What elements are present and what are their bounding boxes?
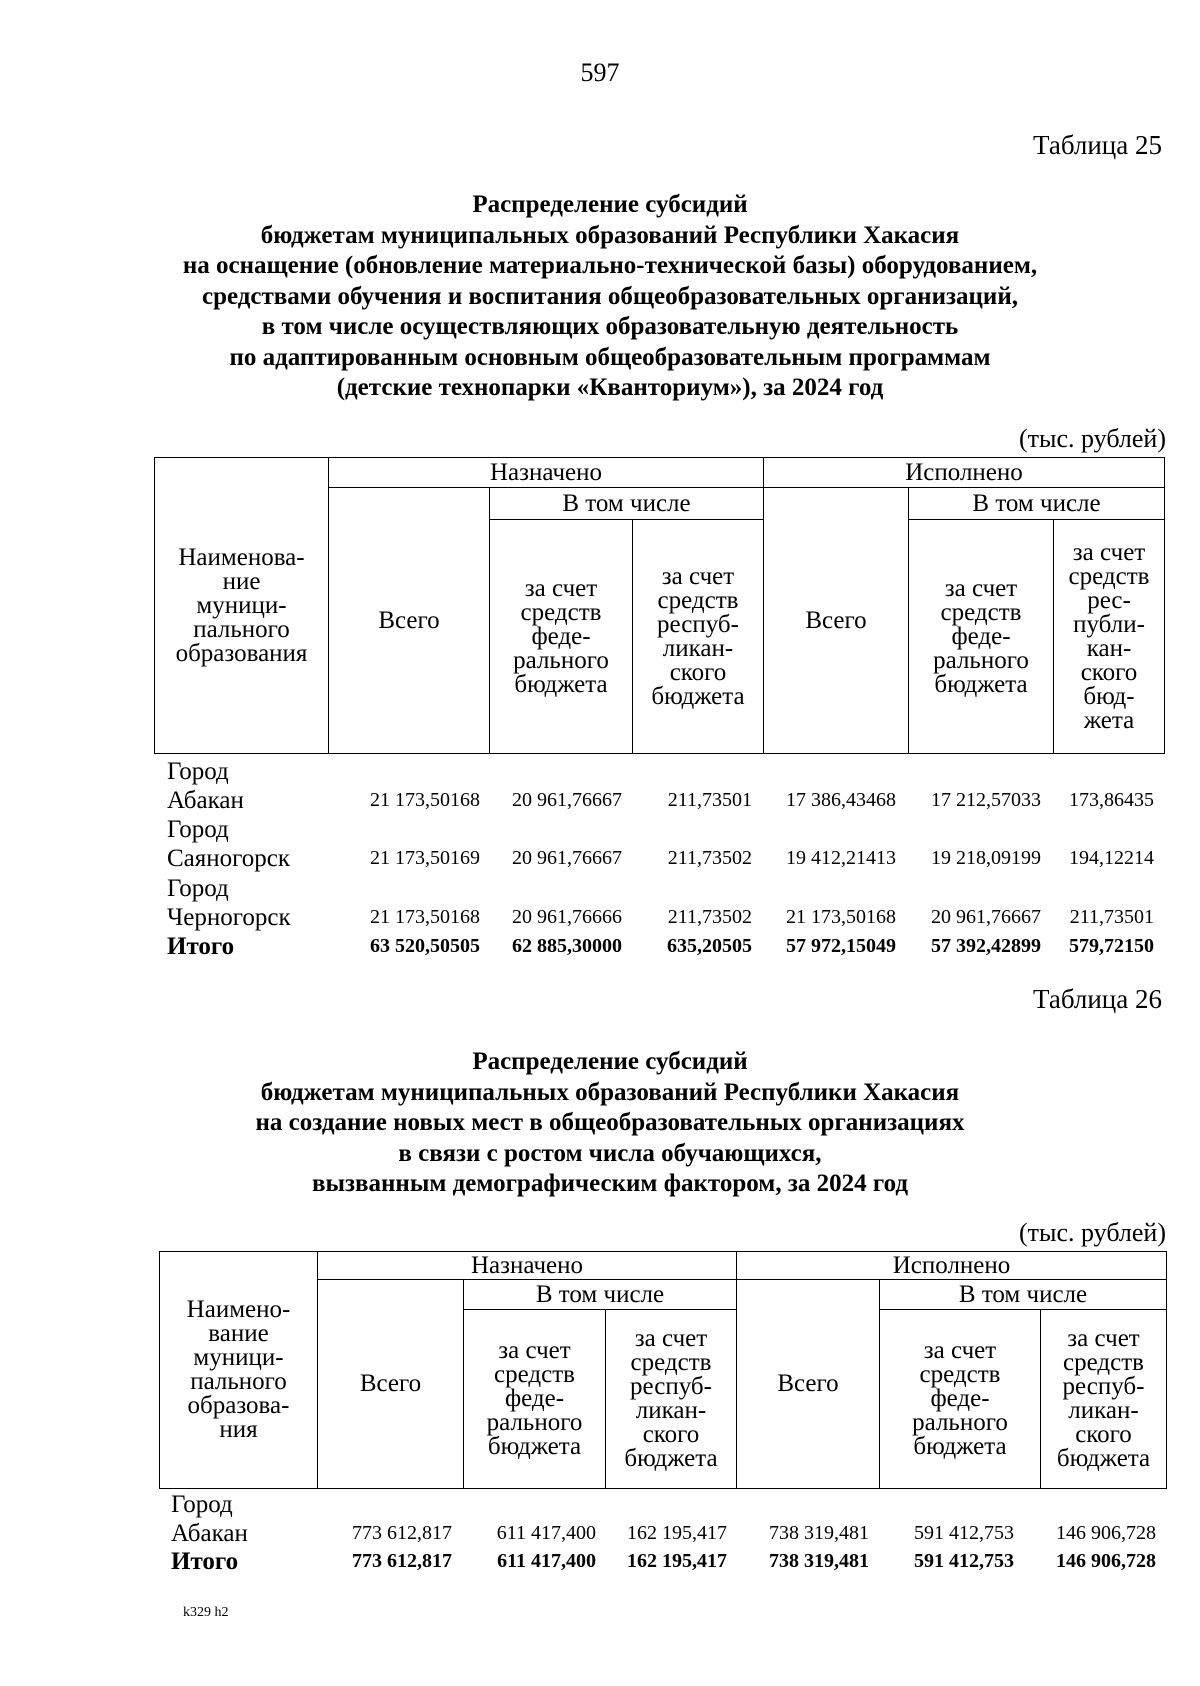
cell-assigned-republic: 211,73502 xyxy=(667,906,752,928)
total-executed-total: 738 319,481 xyxy=(769,1550,869,1572)
cell-executed-federal: 591 412,753 xyxy=(914,1522,1014,1544)
cell-executed-total: 19 412,21413 xyxy=(786,847,896,869)
title-line: на оснащение (обновление материально-технической базы) оборудованием, xyxy=(182,252,1038,279)
total-assigned-total: 63 520,50505 xyxy=(370,935,480,957)
cell-executed-republic: 146 906,728 xyxy=(1056,1522,1156,1544)
total-executed-republic: 579,72150 xyxy=(1069,935,1154,957)
cell-assigned-federal: 20 961,76667 xyxy=(512,789,622,811)
cell-executed-federal: 20 961,76667 xyxy=(931,906,1041,928)
cell-executed-federal: 17 212,57033 xyxy=(931,789,1041,811)
title-line: в том числе осуществляющих образовательную деятельность xyxy=(261,313,959,340)
header-executed-including: В том числе xyxy=(880,1280,1167,1310)
cell-executed-total: 21 173,50168 xyxy=(786,906,896,928)
header-executed-federal: за счет средств феде- рального бюджета xyxy=(909,520,1054,754)
header-executed-federal: за счет средств феде- рального бюджета xyxy=(880,1310,1041,1489)
total-assigned-federal: 62 885,30000 xyxy=(512,935,622,957)
title-line: (детские технопарки «Кванториум»), за 2024 год xyxy=(336,374,884,401)
total-executed-federal: 591 412,753 xyxy=(914,1550,1014,1572)
cell-executed-republic: 211,73501 xyxy=(1069,906,1154,928)
header-executed-republic: за счет средств респуб- ликан- ского бюджета xyxy=(1041,1310,1167,1489)
header-executed-republic: за счет средств рес- публи- кан- ского бюд- жета xyxy=(1054,520,1165,754)
total-assigned-republic: 635,20505 xyxy=(667,935,752,957)
header-assigned-total: Всего xyxy=(318,1280,464,1489)
header-name-column: Наименова- ние муници- пального образования xyxy=(155,458,329,754)
title-line: вызванным демографическим фактором, за 2024 год xyxy=(311,1170,909,1197)
header-executed-including: В том числе xyxy=(909,488,1165,520)
table-25-header xyxy=(154,457,1165,754)
table-25-label: Таблица 25 xyxy=(1033,130,1162,160)
row-name: Город Абакан xyxy=(171,1491,248,1547)
cell-assigned-federal: 20 961,76667 xyxy=(512,847,622,869)
units-label: (тыс. рублей) xyxy=(1018,424,1166,453)
row-name: Город Абакан xyxy=(167,758,244,814)
cell-assigned-federal: 20 961,76666 xyxy=(512,906,622,928)
header-executed: Исполнено xyxy=(764,458,1165,488)
cell-assigned-total: 773 612,817 xyxy=(352,1522,452,1544)
cell-executed-federal: 19 218,09199 xyxy=(931,847,1041,869)
title-line: Распределение субсидий xyxy=(472,191,748,218)
cell-assigned-republic: 211,73501 xyxy=(667,789,752,811)
total-executed-total: 57 972,15049 xyxy=(786,935,896,957)
cell-assigned-federal: 611 417,400 xyxy=(496,1522,596,1544)
header-name-column: Наимено- вание муници- пального образова- ния xyxy=(160,1252,318,1489)
cell-assigned-total: 21 173,50169 xyxy=(370,847,480,869)
table-26-label: Таблица 26 xyxy=(1033,984,1162,1014)
cell-executed-republic: 173,86435 xyxy=(1069,789,1154,811)
header-assigned-including: В том числе xyxy=(464,1280,737,1310)
header-executed: Исполнено xyxy=(737,1252,1167,1280)
title-line: бюджетам муниципальных образований Республики Хакасия xyxy=(260,221,960,249)
row-name: Город Черногорск xyxy=(167,875,291,931)
units-label: (тыс. рублей) xyxy=(1018,1218,1166,1247)
table-26-title xyxy=(60,1047,1160,1200)
cell-assigned-republic: 162 195,417 xyxy=(627,1522,727,1544)
total-assigned-total: 773 612,817 xyxy=(352,1550,452,1572)
title-line: в связи с ростом числа обучающихся, xyxy=(398,1139,822,1167)
header-executed-total: Всего xyxy=(737,1280,880,1489)
table-26-header xyxy=(159,1251,1167,1489)
total-assigned-republic: 162 195,417 xyxy=(627,1550,727,1572)
total-row-name: Итого xyxy=(171,1548,239,1575)
cell-executed-republic: 194,12214 xyxy=(1069,847,1154,869)
cell-assigned-total: 21 173,50168 xyxy=(370,789,480,811)
header-assigned-federal: за счет средств феде- рального бюджета xyxy=(464,1310,606,1489)
header-assigned-total: Всего xyxy=(329,488,490,754)
title-line: бюджетам муниципальных образований Республики Хакасия xyxy=(260,1078,960,1106)
header-assigned-federal: за счет средств феде- рального бюджета xyxy=(490,520,633,754)
title-line: по адаптированным основным общеобразовательным программам xyxy=(229,343,991,371)
cell-assigned-total: 21 173,50168 xyxy=(370,906,480,928)
total-executed-federal: 57 392,42899 xyxy=(931,935,1041,957)
cell-executed-total: 17 386,43468 xyxy=(786,789,896,811)
page-number: 597 xyxy=(580,58,620,87)
header-assigned-republic: за счет средств респуб- ликан- ского бюджета xyxy=(606,1310,737,1489)
header-executed-total: Всего xyxy=(764,488,909,754)
header-assigned-including: В том числе xyxy=(490,488,764,520)
cell-executed-total: 738 319,481 xyxy=(769,1522,869,1544)
cell-assigned-republic: 211,73502 xyxy=(667,847,752,869)
footer-code: k329 h2 xyxy=(183,1605,229,1620)
total-assigned-federal: 611 417,400 xyxy=(497,1550,596,1572)
title-line: Распределение субсидий xyxy=(472,1048,748,1075)
total-executed-republic: 146 906,728 xyxy=(1056,1550,1156,1572)
title-line: на создание новых мест в общеобразовательных организациях xyxy=(255,1109,965,1136)
row-name: Город Саяногорск xyxy=(167,816,291,872)
header-assigned-republic: за счет средств респуб- ликан- ского бюджета xyxy=(633,520,764,754)
title-line: средствами обучения и воспитания общеобразовательных организаций, xyxy=(202,282,1018,310)
header-assigned: Назначено xyxy=(318,1252,737,1280)
header-assigned: Назначено xyxy=(329,458,764,488)
total-row-name: Итого xyxy=(167,933,235,960)
table-25-title xyxy=(60,190,1160,404)
